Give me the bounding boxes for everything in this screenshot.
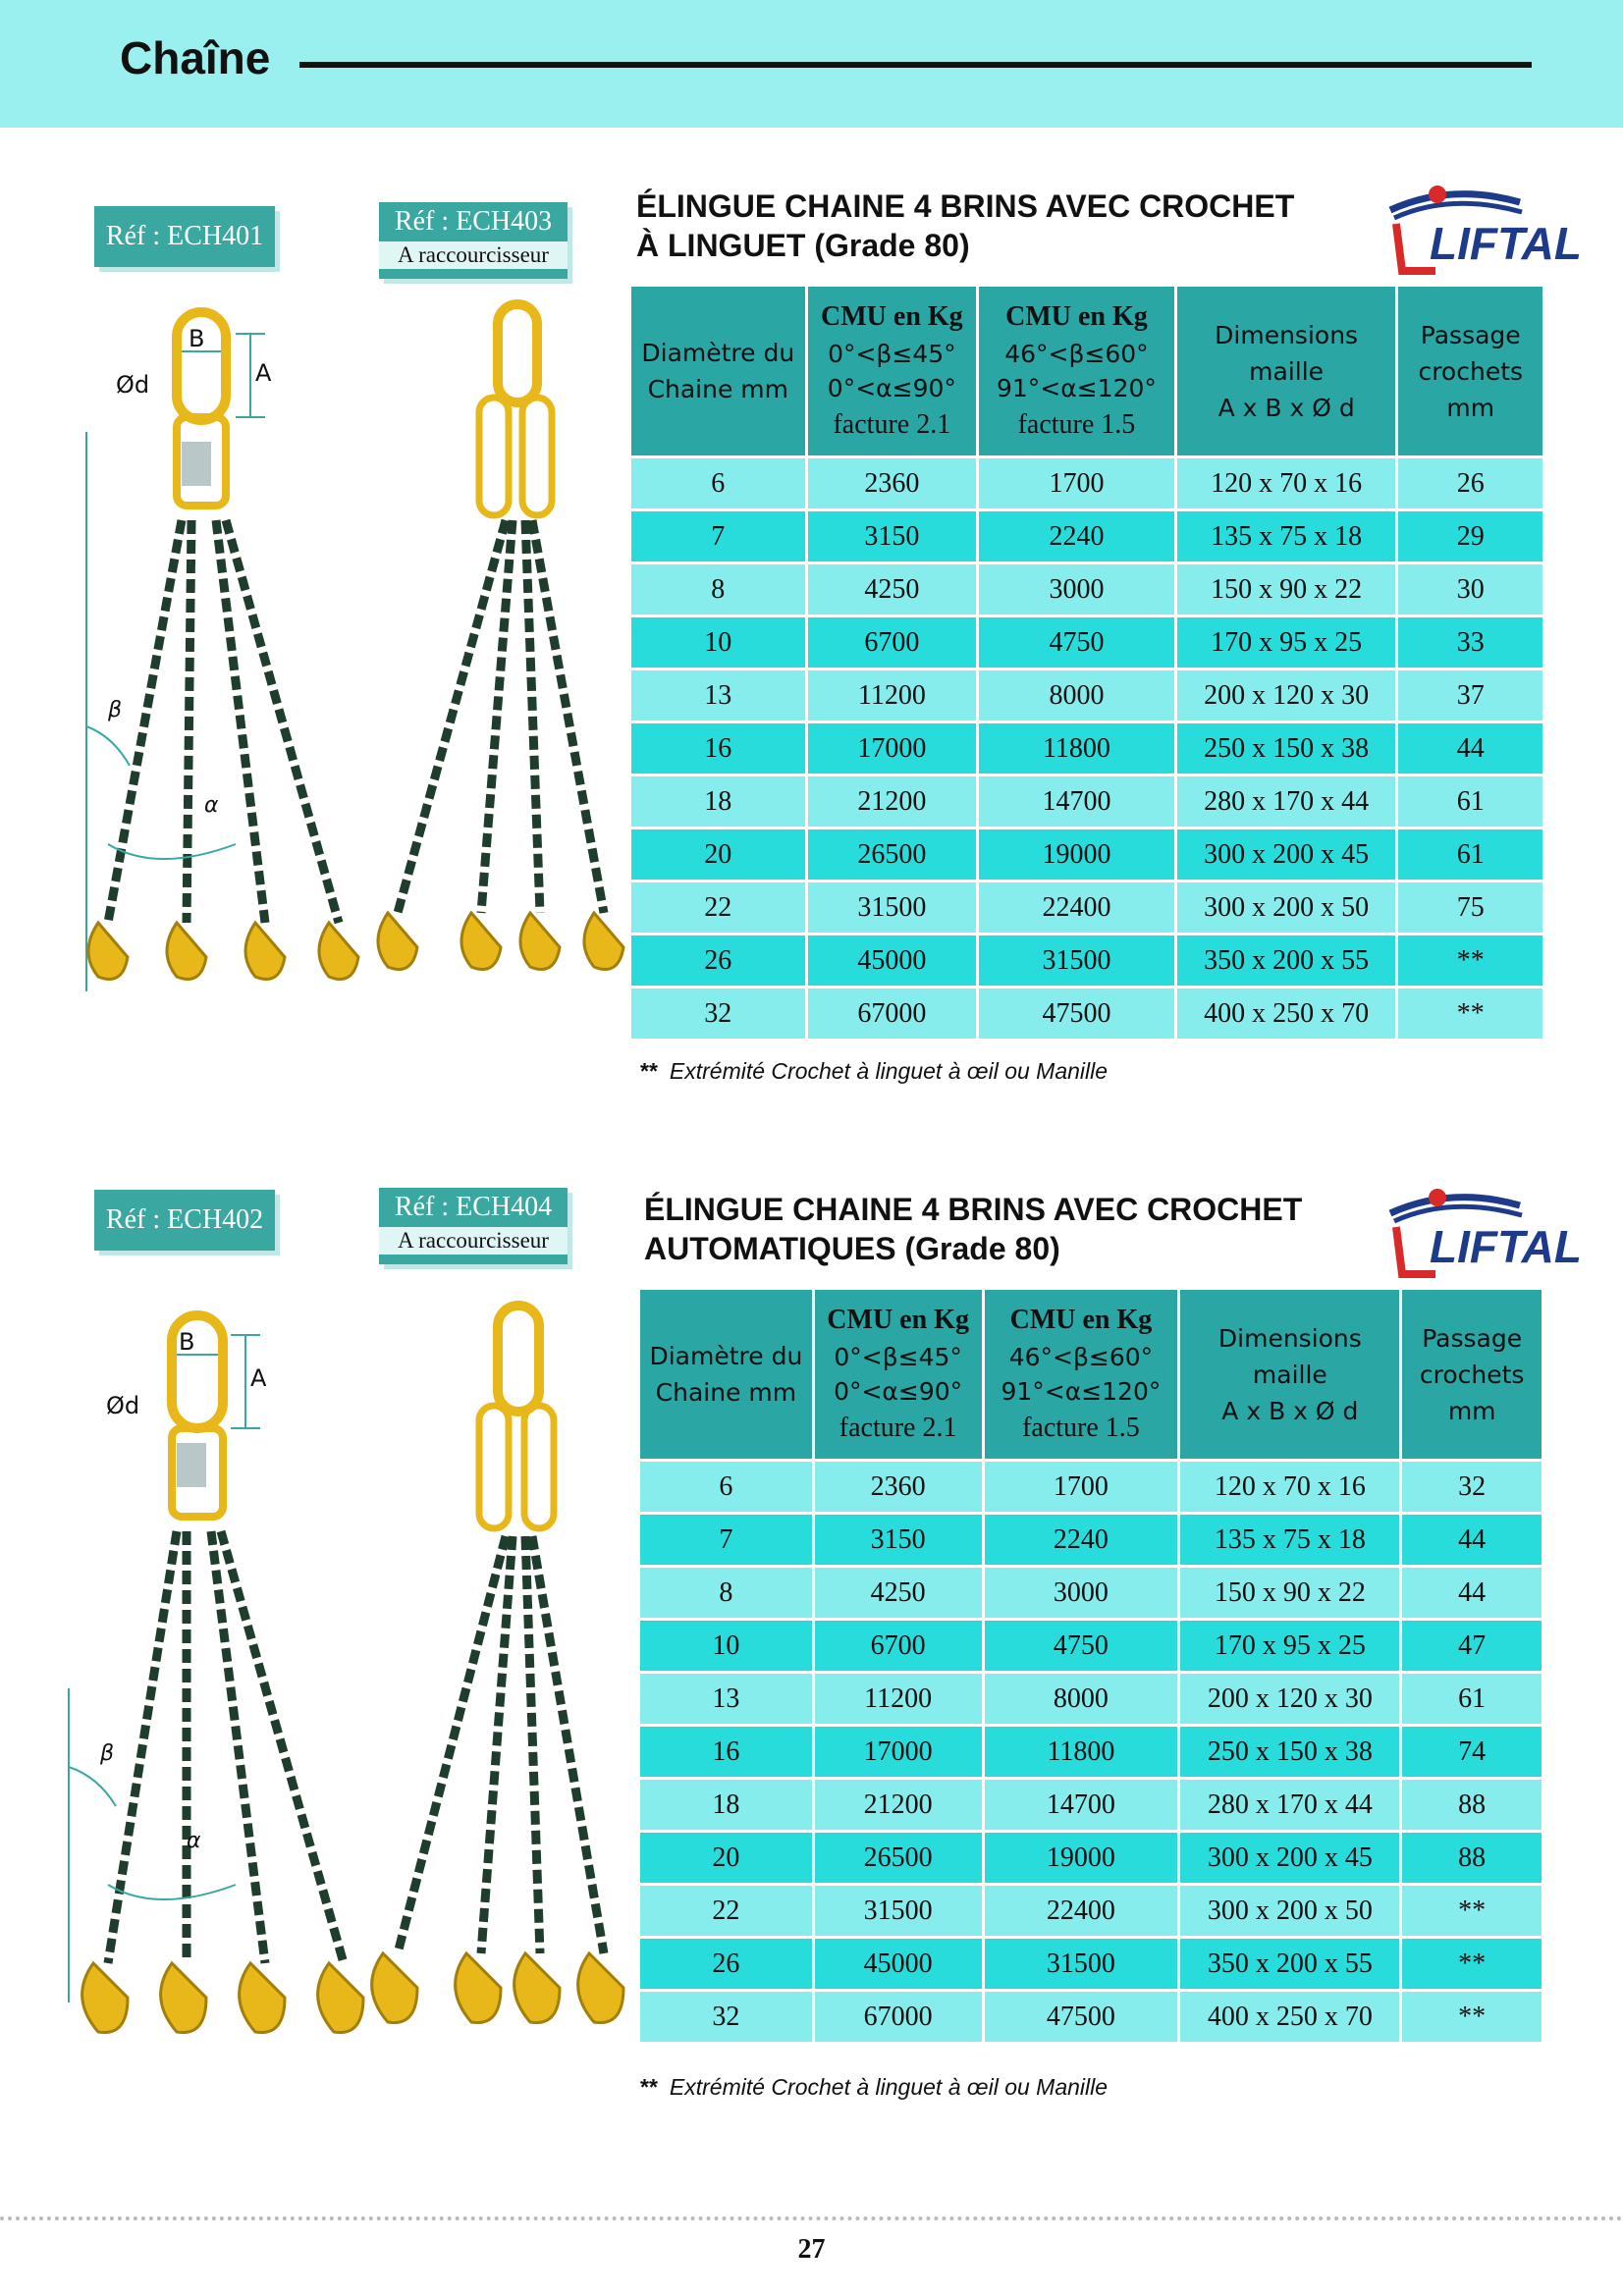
table-note: ** Extrémité Crochet à linguet à œil ou Manille xyxy=(640,1058,1109,1084)
table-row: 8 4250 3000 150 x 90 x 22 30 xyxy=(631,564,1542,614)
logo-text: LIFTAL xyxy=(1430,1221,1582,1272)
table-row: 7 3150 2240 135 x 75 x 18 29 xyxy=(631,511,1542,561)
footer-rule xyxy=(0,2216,1623,2220)
ref-badge-ech404 xyxy=(379,1188,568,1264)
table-row: 16 17000 11800 250 x 150 x 38 74 xyxy=(640,1727,1542,1777)
dim-d-label: Ød xyxy=(116,371,150,399)
col-dimensions: Dimensions maille A x B x Ø d xyxy=(1177,287,1396,455)
ref-badge-ech403 xyxy=(379,202,568,279)
page-title: Chaîne xyxy=(120,32,271,83)
table-row: 26 45000 31500 350 x 200 x 55 ** xyxy=(640,1939,1542,1989)
ref-label: Réf : ECH403 xyxy=(394,206,553,237)
table-row: 16 17000 11800 250 x 150 x 38 44 xyxy=(631,723,1542,774)
section-title xyxy=(636,187,1294,265)
spec-table-section2 xyxy=(637,1287,1544,2045)
page-number: 27 xyxy=(797,2234,826,2265)
section-title xyxy=(644,1190,1302,1268)
liftal-logo-icon xyxy=(1373,173,1582,276)
table-note: ** Extrémité Crochet à linguet à œil ou Manille xyxy=(640,2074,1109,2100)
table-row: 20 26500 19000 300 x 200 x 45 61 xyxy=(631,829,1542,880)
sling-illustration-automatic xyxy=(59,1296,628,2042)
col-diametre: Diamètre du Chaine mm xyxy=(640,1290,812,1459)
page-header xyxy=(0,0,1623,128)
ref-sublabel: A raccourcisseur xyxy=(379,1227,568,1255)
table-row: 26 45000 31500 350 x 200 x 55 ** xyxy=(631,935,1542,986)
logo-text: LIFTAL xyxy=(1430,218,1582,269)
col-cmu2: CMU en Kg 46°<β≤60° 91°<α≤120° facture 1.5 xyxy=(985,1290,1178,1459)
table-row: 22 31500 22400 300 x 200 x 50 75 xyxy=(631,882,1542,933)
table-row: 32 67000 47500 400 x 250 x 70 ** xyxy=(631,988,1542,1039)
section-title-line2: À LINGUET (Grade 80) xyxy=(636,228,970,263)
table-row: 18 21200 14700 280 x 170 x 44 88 xyxy=(640,1780,1542,1830)
section-title-line1: ÉLINGUE CHAINE 4 BRINS AVEC CROCHET xyxy=(636,188,1295,224)
col-dimensions: Dimensions maille A x B x Ø d xyxy=(1180,1290,1399,1459)
table-row: 20 26500 19000 300 x 200 x 45 88 xyxy=(640,1833,1542,1883)
table-row: 6 2360 1700 120 x 70 x 16 32 xyxy=(640,1462,1542,1512)
table-row: 32 67000 47500 400 x 250 x 70 ** xyxy=(640,1992,1542,2042)
col-cmu1: CMU en Kg 0°<β≤45° 0°<α≤90° facture 2.1 xyxy=(815,1290,982,1459)
col-cmu2: CMU en Kg 46°<β≤60° 91°<α≤120° facture 1.5 xyxy=(979,287,1174,455)
table-row: 6 2360 1700 120 x 70 x 16 26 xyxy=(631,458,1542,508)
liftal-logo-icon xyxy=(1373,1176,1582,1279)
ref-label: Réf : ECH401 xyxy=(105,221,264,251)
table-row: 7 3150 2240 135 x 75 x 18 44 xyxy=(640,1515,1542,1565)
dim-a-label: A xyxy=(250,1364,267,1392)
sling-illustration-automatic xyxy=(69,294,628,1011)
table-row: 10 6700 4750 170 x 95 x 25 33 xyxy=(631,617,1542,667)
table-row: 8 4250 3000 150 x 90 x 22 44 xyxy=(640,1568,1542,1618)
ref-label: Réf : ECH404 xyxy=(394,1192,553,1222)
beta-label: β xyxy=(100,1741,115,1766)
ref-badge-ech402 xyxy=(94,1190,275,1251)
dim-a-label: A xyxy=(255,359,272,387)
col-diametre: Diamètre du Chaine mm xyxy=(631,287,805,455)
dim-d-label: Ød xyxy=(106,1392,140,1419)
title-rule xyxy=(299,62,1532,68)
ref-label: Réf : ECH402 xyxy=(105,1204,264,1235)
ref-badge-ech401 xyxy=(94,206,275,267)
table-row: 22 31500 22400 300 x 200 x 50 ** xyxy=(640,1886,1542,1936)
section-title-line1: ÉLINGUE CHAINE 4 BRINS AVEC CROCHET xyxy=(644,1192,1303,1227)
table-row: 18 21200 14700 280 x 170 x 44 61 xyxy=(631,776,1542,827)
dim-b-label: B xyxy=(189,325,205,352)
dim-b-label: B xyxy=(179,1328,195,1356)
table-row: 10 6700 4750 170 x 95 x 25 47 xyxy=(640,1621,1542,1671)
section-title-line2: AUTOMATIQUES (Grade 80) xyxy=(644,1231,1060,1266)
alpha-label: α xyxy=(187,1829,201,1853)
beta-label: β xyxy=(108,698,123,722)
ref-sublabel: A raccourcisseur xyxy=(379,241,568,269)
table-row: 13 11200 8000 200 x 120 x 30 61 xyxy=(640,1674,1542,1724)
table-row: 13 11200 8000 200 x 120 x 30 37 xyxy=(631,670,1542,721)
col-passage: Passage crochets mm xyxy=(1398,287,1542,455)
col-passage: Passage crochets mm xyxy=(1402,1290,1542,1459)
spec-table-section1 xyxy=(628,284,1545,1041)
col-cmu1: CMU en Kg 0°<β≤45° 0°<α≤90° facture 2.1 xyxy=(808,287,977,455)
alpha-label: α xyxy=(204,793,219,818)
